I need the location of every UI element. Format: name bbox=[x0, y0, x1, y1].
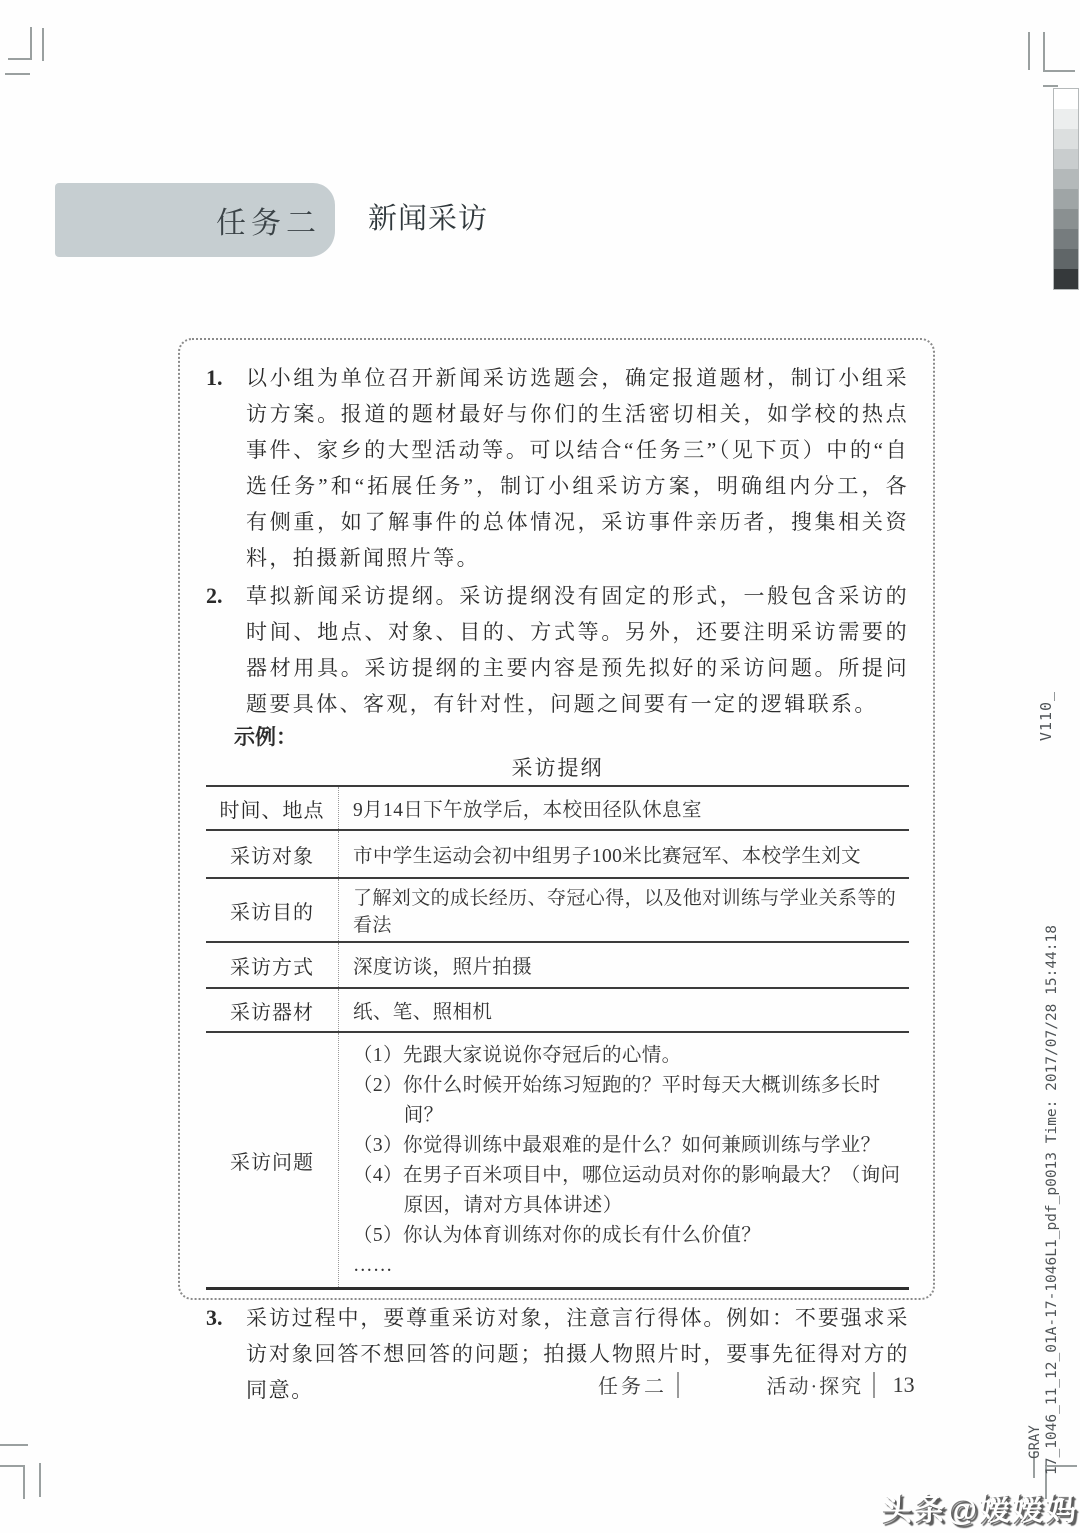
crop-mark-top-left bbox=[8, 27, 32, 60]
question-line-ellipsis: …… bbox=[353, 1255, 393, 1276]
grayscale-cell bbox=[1054, 269, 1078, 289]
row-value: 了解刘文的成长经历、夺冠心得，以及他对训练与学业关系等的看法 bbox=[338, 879, 909, 941]
crop-mark-top-left-tick bbox=[42, 28, 44, 61]
list-item-2-text: 草拟新闻采访提纲。采访提纲没有固定的形式，一般包含采访的时间、地点、对象、目的、方式等。另外，还要注明采访需要的器材用具。采访提纲的主要内容是预先拟好的采访问题。所提问题要具体、客观，有针对性，问题之间要有一定的逻辑联系。 bbox=[246, 584, 909, 716]
footer-book-title: 活动·探究 bbox=[766, 1376, 864, 1398]
crop-mark-top-right bbox=[1043, 32, 1075, 72]
list-item-1-number: 1. bbox=[206, 365, 223, 390]
row-label: 采访器材 bbox=[230, 1001, 314, 1024]
row-label: 采访问题 bbox=[230, 1151, 314, 1174]
grayscale-cell bbox=[1054, 249, 1078, 269]
page-number: 13 bbox=[892, 1371, 915, 1397]
crop-mark-bottom-left-tick bbox=[39, 1463, 41, 1497]
list-item-3-text: 采访过程中，要尊重采访对象，注意言行得体。例如：不要强求采访对象回答不想回答的问题；拍摄人物照片时，要事先征得对方的同意。 bbox=[246, 1306, 909, 1402]
row-label: 时间、地点 bbox=[219, 799, 325, 822]
footer-divider bbox=[677, 1372, 679, 1398]
grayscale-cell bbox=[1054, 189, 1078, 209]
table-row bbox=[206, 831, 909, 879]
row-value: 纸、笔、照相机 bbox=[338, 989, 909, 1031]
row-value: 9月14日下午放学后，本校田径队休息室 bbox=[338, 787, 909, 829]
page-footer bbox=[598, 1370, 923, 1399]
footer-section-label: 任务二 bbox=[598, 1376, 667, 1398]
crop-mark-top-right-dash bbox=[1043, 85, 1058, 87]
table-row-questions bbox=[206, 1033, 909, 1290]
interview-outline-table bbox=[206, 785, 909, 1290]
grayscale-cell bbox=[1054, 109, 1078, 129]
outline-table-title: 采访提纲 bbox=[511, 756, 604, 780]
footer-divider bbox=[873, 1372, 875, 1398]
table-row bbox=[206, 879, 909, 943]
table-row bbox=[206, 989, 909, 1033]
list-item-3-number: 3. bbox=[206, 1305, 223, 1330]
grayscale-cell bbox=[1054, 129, 1078, 149]
grayscale-cell bbox=[1054, 229, 1078, 249]
gray-label-vertical: GRAY bbox=[1027, 1425, 1043, 1459]
list-item-1-text: 以小组为单位召开新闻采访选题会，确定报道题材，制订小组采访方案。报道的题材最好与你们的生活密切相关，如学校的热点事件、家乡的大型活动等。可以结合“任务三”（见下页）中的“自选任务”和“拓展任务”，制订小组采访方案，明确组内分工，各有侧重，如了解事件的总体情况，采访事件亲历者，搜集相关资料，拍摄新闻照片等。 bbox=[246, 366, 909, 570]
grayscale-cell bbox=[1054, 209, 1078, 229]
crop-mark-top-right-tick bbox=[1028, 32, 1030, 70]
question-line: （4）在男子百米项目中，哪位运动员对你的影响最大？（询问原因，请对方具体讲述） bbox=[353, 1165, 901, 1216]
table-row bbox=[206, 943, 909, 989]
list-item-2 bbox=[206, 578, 909, 722]
section-banner bbox=[55, 183, 335, 257]
crop-mark-bottom-left-dash bbox=[0, 1444, 28, 1446]
grayscale-cell bbox=[1054, 89, 1078, 109]
version-code-vertical: V110_ bbox=[1037, 690, 1055, 742]
grayscale-bar bbox=[1053, 88, 1079, 290]
page-title: 新闻采访 bbox=[368, 203, 489, 235]
grayscale-cell bbox=[1054, 169, 1078, 189]
grayscale-cell bbox=[1054, 149, 1078, 169]
question-line: （2）你什么时候开始练习短跑的？平时每天大概训练多长时间？ bbox=[353, 1075, 881, 1126]
table-row bbox=[206, 787, 909, 831]
row-value-questions bbox=[338, 1033, 909, 1287]
question-line: （5）你认为体育训练对你的成长有什么价值？ bbox=[353, 1225, 762, 1246]
watermark-text: 头条@嫒嫒妈 bbox=[880, 1492, 1078, 1527]
crop-mark-top-left-dash bbox=[5, 73, 30, 75]
row-label: 采访方式 bbox=[230, 956, 314, 979]
question-line: （3）你觉得训练中最艰难的是什么？如何兼顾训练与学业？ bbox=[353, 1135, 881, 1156]
row-value: 市中学生运动会初中组男子100米比赛冠军、本校学生刘文 bbox=[338, 831, 909, 877]
question-line: （1）先跟大家说说你夺冠后的心情。 bbox=[353, 1045, 682, 1066]
section-banner-label: 任务二 bbox=[216, 207, 321, 240]
list-item-1 bbox=[206, 360, 909, 576]
row-label: 采访目的 bbox=[230, 901, 314, 924]
example-label: 示例： bbox=[234, 725, 297, 749]
row-value: 深度访谈，照片拍摄 bbox=[338, 943, 909, 987]
crop-mark-bottom-left bbox=[0, 1465, 25, 1499]
list-item-2-number: 2. bbox=[206, 583, 223, 608]
row-label: 采访对象 bbox=[230, 845, 314, 868]
file-code-vertical: 17_1046_11_12_01A-17-1046L1_pdf_p0013 Time: 2017/07/28 15:44:18 bbox=[1044, 925, 1060, 1475]
